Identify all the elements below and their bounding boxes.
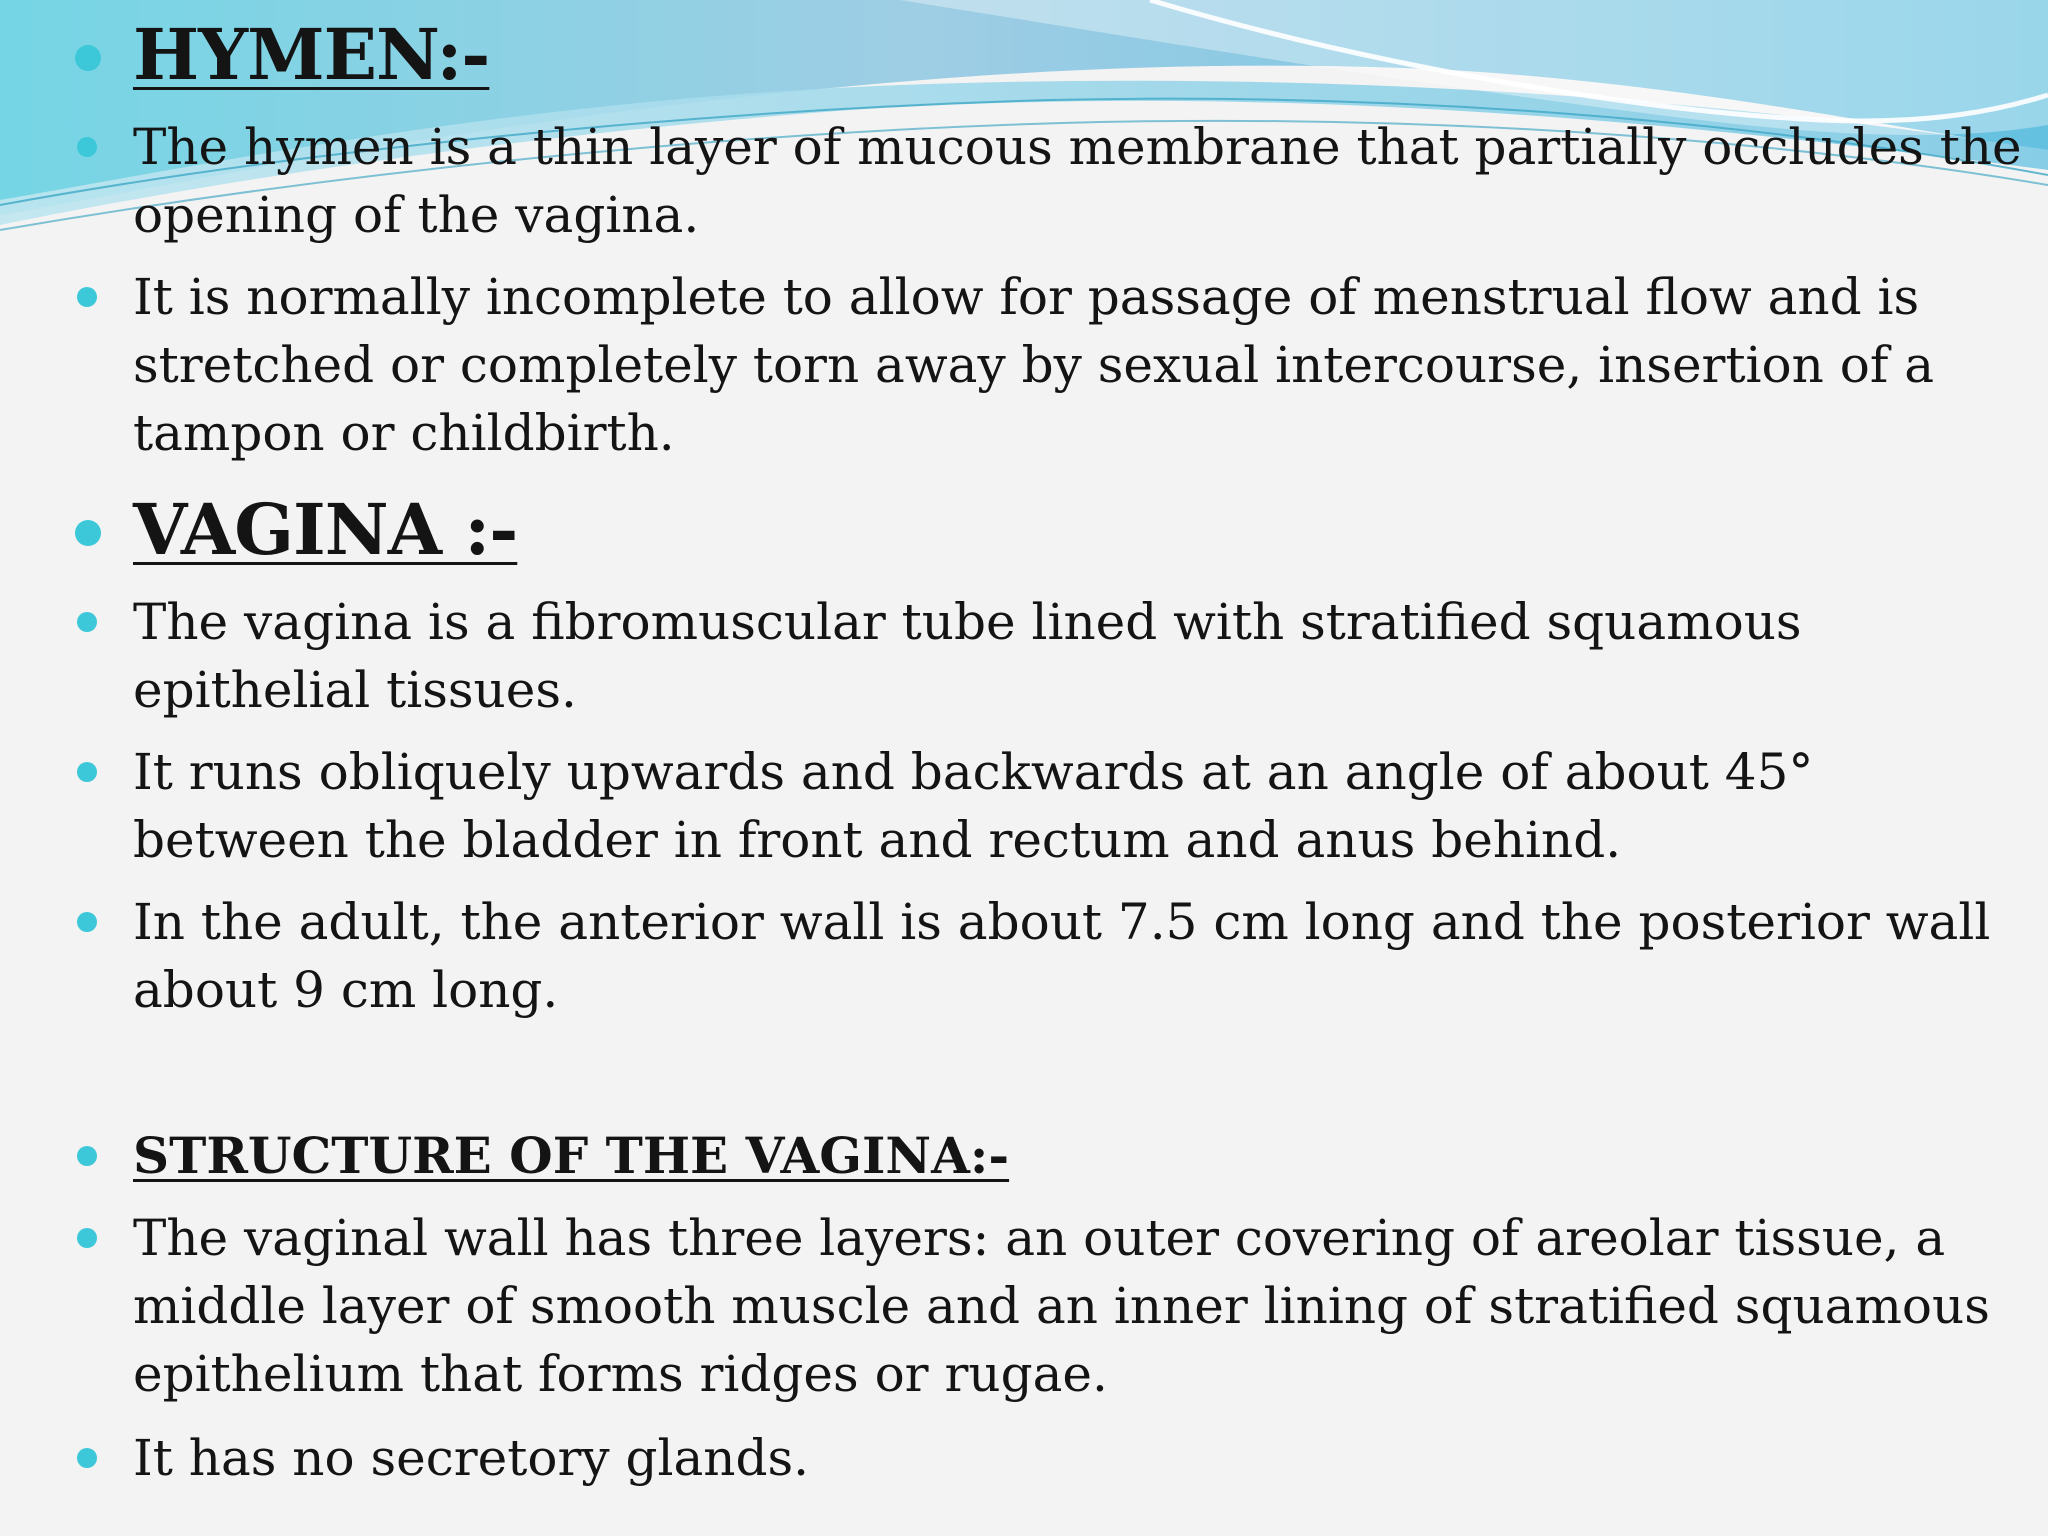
section-heading-structure: STRUCTURE OF THE VAGINA:- xyxy=(133,1126,1010,1185)
bullet-dot-icon xyxy=(77,1448,97,1468)
bullet-dot-icon xyxy=(75,520,101,546)
bullet-dot-icon xyxy=(77,612,97,632)
bullet-text: In the adult, the anterior wall is about 7.5 cm long and the posterior wall about 9 cm long. xyxy=(133,893,1991,1019)
bullet-text: It has no secretory glands. xyxy=(133,1429,810,1487)
bullet-dot-icon xyxy=(77,137,97,157)
bullet-dot-icon xyxy=(75,45,101,71)
section-heading-vagina: VAGINA :- xyxy=(133,488,518,571)
bullet-dot-icon xyxy=(77,1146,97,1166)
bullet-dot-icon xyxy=(77,1228,97,1248)
bullet-text: The hymen is a thin layer of mucous membrane that partially occludes the opening of the vagina. xyxy=(133,118,2022,244)
bullet-text: The vaginal wall has three layers: an outer covering of areolar tissue, a middle layer of smooth muscle and an inner lining of stratified squamous epithelium that forms ridges or rugae. xyxy=(133,1209,1990,1403)
bullet-dot-icon xyxy=(77,287,97,307)
bullet-text: It is normally incomplete to allow for passage of menstrual flow and is stretched or completely torn away by sexual intercourse, insertion of a tampon or childbirth. xyxy=(133,268,1935,462)
bullet-text: It runs obliquely upwards and backwards at an angle of about 45° between the bladder in front and rectum and anus behind. xyxy=(133,743,1814,869)
section-heading-hymen: HYMEN:- xyxy=(133,13,490,96)
bullet-dot-icon xyxy=(77,762,97,782)
bullet-text: The vagina is a fibromuscular tube lined with stratified squamous epithelial tissues. xyxy=(133,593,1802,719)
bullet-dot-icon xyxy=(77,912,97,932)
